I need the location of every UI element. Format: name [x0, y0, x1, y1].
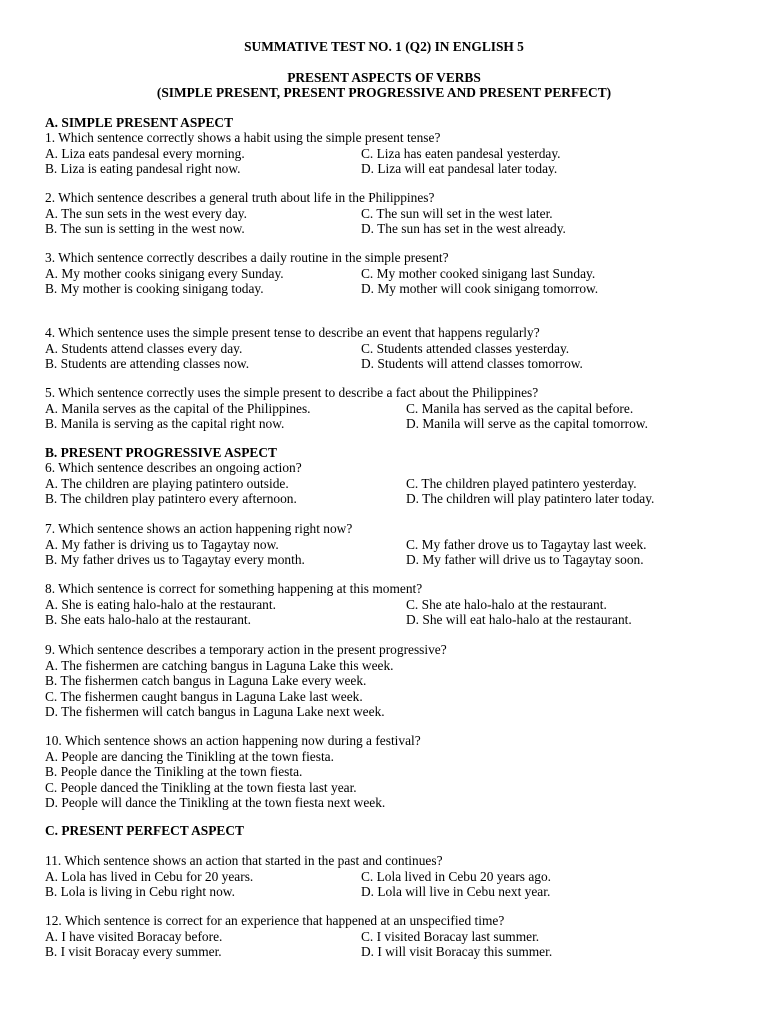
- option-a: A. My mother cooks sinigang every Sunday.: [45, 265, 284, 281]
- option-a: A. People are dancing the Tinikling at the town fiesta.: [45, 748, 334, 764]
- option-d: D. The children will play patintero later today.: [406, 491, 655, 506]
- option-d: D. She will eat halo-halo at the restaurant.: [406, 612, 632, 627]
- option-b: B. Lola is living in Cebu right now.: [45, 884, 235, 899]
- question-12: [45, 913, 745, 960]
- option-a: A. Manila serves as the capital of the Philippines.: [45, 400, 311, 416]
- option-b: B. The children play patintero every afternoon.: [45, 491, 297, 506]
- section-a-heading: A. SIMPLE PRESENT ASPECT: [45, 115, 234, 130]
- question-2: [45, 190, 745, 237]
- option-b: B. Manila is serving as the capital right now.: [45, 416, 285, 431]
- question-text: 5. Which sentence correctly uses the simple present to describe a fact about the Philippines?: [45, 385, 539, 400]
- option-d: D. The fishermen will catch bangus in Laguna Lake next week.: [45, 704, 385, 719]
- option-c: C. My father drove us to Tagaytay last week.: [406, 536, 647, 552]
- option-b: B. I visit Boracay every summer.: [45, 944, 222, 959]
- question-text: 10. Which sentence shows an action happening now during a festival?: [45, 733, 421, 748]
- option-c: C. The children played patintero yesterday.: [406, 475, 637, 491]
- topic-subtitle: (SIMPLE PRESENT, PRESENT PROGRESSIVE AND PRESENT PERFECT): [156, 85, 612, 100]
- question-10: [45, 733, 745, 811]
- option-d: D. Liza will eat pandesal later today.: [361, 161, 558, 176]
- option-b: B. Liza is eating pandesal right now.: [45, 161, 241, 176]
- option-c: C. People danced the Tinikling at the town fiesta last year.: [45, 779, 357, 795]
- question-text: 4. Which sentence uses the simple present tense to describe an event that happens regularly?: [45, 325, 540, 340]
- section-b-heading: B. PRESENT PROGRESSIVE ASPECT: [45, 445, 277, 460]
- option-a: A. The children are playing patintero outside.: [45, 475, 289, 491]
- option-c: C. Lola lived in Cebu 20 years ago.: [361, 868, 552, 884]
- option-d: D. Manila will serve as the capital tomorrow.: [406, 416, 648, 431]
- question-5: [45, 385, 745, 432]
- option-b: B. People dance the Tinikling at the town fiesta.: [45, 764, 303, 779]
- question-text: 2. Which sentence describes a general truth about life in the Philippines?: [45, 190, 435, 205]
- option-c: C. Liza has eaten pandesal yesterday.: [361, 145, 561, 161]
- option-a: A. The fishermen are catching bangus in Laguna Lake this week.: [45, 657, 394, 673]
- option-b: B. The fishermen catch bangus in Laguna Lake every week.: [45, 673, 367, 688]
- question-8: [45, 581, 745, 628]
- question-text: 6. Which sentence describes an ongoing action?: [45, 460, 302, 475]
- option-c: C. My mother cooked sinigang last Sunday.: [361, 265, 596, 281]
- option-b: B. Students are attending classes now.: [45, 356, 250, 371]
- option-a: A. Students attend classes every day.: [45, 340, 243, 356]
- topic-title: PRESENT ASPECTS OF VERBS: [287, 70, 481, 85]
- option-a: A. My father is driving us to Tagaytay now.: [45, 536, 279, 552]
- question-4: [45, 325, 745, 372]
- question-3: [45, 250, 745, 297]
- option-d: D. Lola will live in Cebu next year.: [361, 884, 551, 899]
- question-1: [45, 130, 745, 177]
- option-d: D. My mother will cook sinigang tomorrow.: [361, 281, 599, 296]
- option-b: B. My mother is cooking sinigang today.: [45, 281, 264, 296]
- question-7: [45, 521, 745, 568]
- option-c: C. The fishermen caught bangus in Laguna Lake last week.: [45, 688, 363, 704]
- option-a: A. Lola has lived in Cebu for 20 years.: [45, 868, 254, 884]
- question-text: 12. Which sentence is correct for an experience that happened at an unspecified time?: [45, 913, 505, 928]
- question-9: [45, 642, 745, 720]
- option-a: A. I have visited Boracay before.: [45, 928, 223, 944]
- option-d: D. My father will drive us to Tagaytay soon.: [406, 552, 644, 567]
- option-b: B. She eats halo-halo at the restaurant.: [45, 612, 251, 627]
- option-d: D. Students will attend classes tomorrow.: [361, 356, 583, 371]
- option-c: C. The sun will set in the west later.: [361, 205, 553, 221]
- option-b: B. My father drives us to Tagaytay every month.: [45, 552, 305, 567]
- question-text: 1. Which sentence correctly shows a habit using the simple present tense?: [45, 130, 441, 145]
- option-c: C. I visited Boracay last summer.: [361, 928, 540, 944]
- option-d: D. The sun has set in the west already.: [361, 221, 566, 236]
- question-text: 8. Which sentence is correct for something happening at this moment?: [45, 581, 423, 596]
- test-title: SUMMATIVE TEST NO. 1 (Q2) IN ENGLISH 5: [244, 39, 524, 54]
- question-text: 9. Which sentence describes a temporary action in the present progressive?: [45, 642, 447, 657]
- option-a: A. Liza eats pandesal every morning.: [45, 145, 245, 161]
- question-6: [45, 460, 745, 507]
- question-text: 3. Which sentence correctly describes a daily routine in the simple present?: [45, 250, 449, 265]
- question-11: [45, 853, 745, 900]
- option-d: D. I will visit Boracay this summer.: [361, 944, 553, 959]
- option-d: D. People will dance the Tinikling at the town fiesta next week.: [45, 795, 386, 810]
- question-text: 11. Which sentence shows an action that started in the past and continues?: [45, 853, 443, 868]
- section-c-heading: C. PRESENT PERFECT ASPECT: [45, 823, 244, 838]
- option-c: C. Manila has served as the capital before.: [406, 400, 634, 416]
- option-c: C. She ate halo-halo at the restaurant.: [406, 596, 607, 612]
- question-text: 7. Which sentence shows an action happening right now?: [45, 521, 353, 536]
- option-a: A. The sun sets in the west every day.: [45, 205, 247, 221]
- option-b: B. The sun is setting in the west now.: [45, 221, 245, 236]
- option-c: C. Students attended classes yesterday.: [361, 340, 570, 356]
- option-a: A. She is eating halo-halo at the restaurant.: [45, 596, 276, 612]
